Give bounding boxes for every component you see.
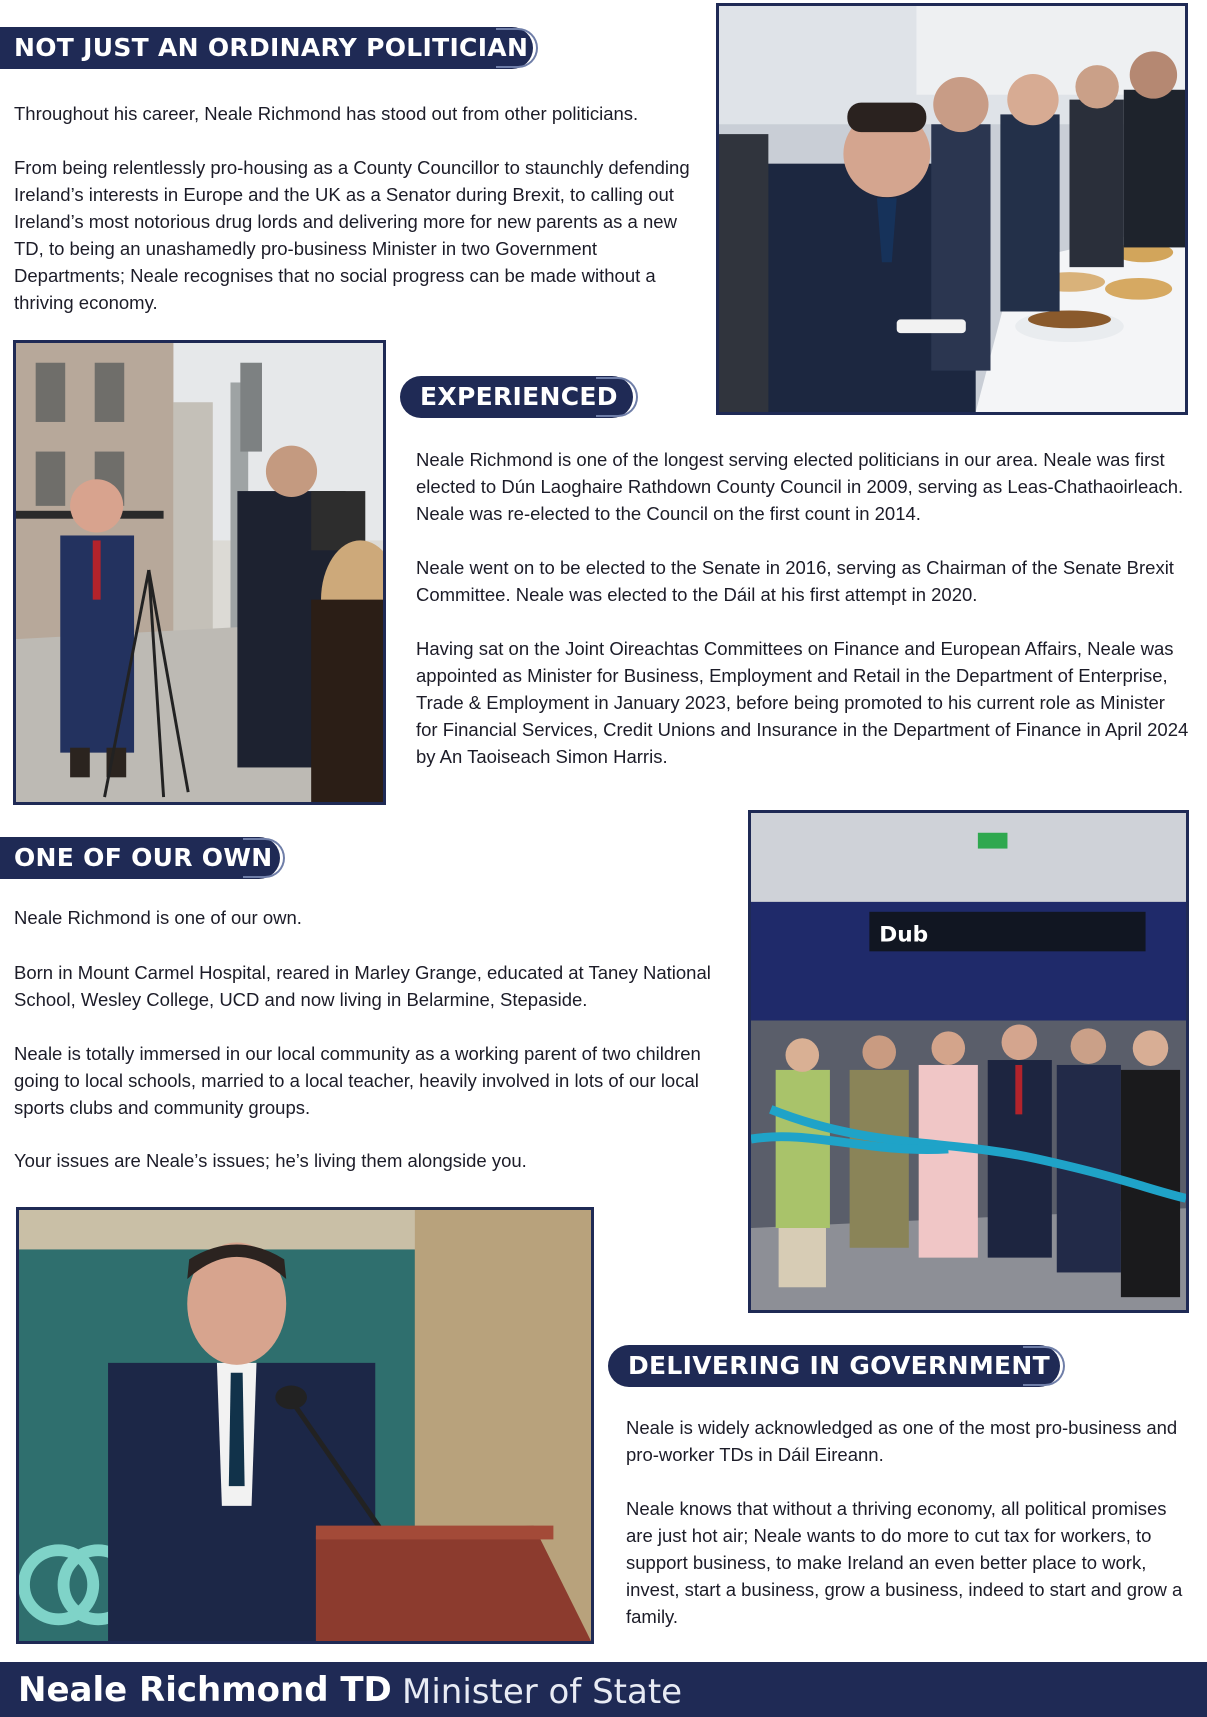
delivering-para-1: Neale is widely acknowledged as one of the most pro-business and pro-worker TDs in Dáil Eireann.: [626, 1417, 1178, 1465]
experienced-para-2: Neale went on to be elected to the Senate in 2016, serving as Chairman of the Senate Brexit Committee. Neale was elected to the Dáil at his first attempt in 2020.: [416, 557, 1174, 605]
own-para-2: Born in Mount Carmel Hospital, reared in Marley Grange, educated at Taney National School, Wesley College, UCD and now living in Belarmine, Stepaside.: [14, 962, 711, 1010]
street-interview-photo: [13, 340, 386, 805]
store-sign-text: Dub: [879, 922, 929, 948]
ordinary-para-1: Throughout his career, Neale Richmond has stood out from other politicians.: [14, 103, 639, 124]
heading-delivering-in-government: DELIVERING IN GOVERNMENT: [608, 1345, 1060, 1387]
ordinary-para-2: From being relentlessly pro-housing as a County Councillor to staunchly defending Ireland’s interests in Europe and the UK as a Senator during Brexit, to calling out Ireland’s most notorious drug lords and delivering more for new parents as a new TD, to being an unashamedly pro-business Minister in two Government Departments; Neale recognises that no social progress can be made without a thriving economy.: [14, 157, 690, 313]
heading-experienced: EXPERIENCED: [400, 376, 633, 418]
speaker-podium-photo: [16, 1207, 594, 1644]
heading-one-of-our-own: ONE OF OUR OWN: [0, 837, 280, 879]
heading-ordinary-politician: NOT JUST AN ORDINARY POLITICIAN: [0, 27, 533, 69]
footer-role: Minister of State: [402, 1672, 683, 1712]
experienced-para-3: Having sat on the Joint Oireachtas Committees on Finance and European Affairs, Neale was appointed as Minister for Business, Employment and Retail in the Department of Enterprise, Trade & Employment in January 2023, before being promoted to his current role as Minister for Financial Services, Credit Unions and Insurance in the Department of Finance in April 2024 by An Taoiseach Simon Harris.: [416, 638, 1189, 767]
delivering-para-2: Neale knows that without a thriving economy, all political promises are just hot air; Neale wants to do more to cut tax for workers, to support business, to make Ireland an even better place to work, invest, start a business, grow a business, indeed to start and grow a family.: [626, 1498, 1183, 1627]
footer-name: Neale Richmond TD: [18, 1670, 392, 1710]
own-para-4: Your issues are Neale’s issues; he’s living them alongside you.: [14, 1150, 527, 1171]
experienced-para-1: Neale Richmond is one of the longest serving elected politicians in our area. Neale was first elected to Dún Laoghaire Rathdown County Council in 2009, serving as Leas-Chathaoirleach. Neale was re-elected to the Council on the first count in 2014.: [416, 449, 1184, 524]
meeting-photo: [716, 3, 1188, 415]
footer-band: [0, 1662, 1207, 1717]
own-para-1: Neale Richmond is one of our own.: [14, 907, 302, 928]
ribbon-cutting-photo: [748, 810, 1189, 1313]
own-para-3: Neale is totally immersed in our local community as a working parent of two children going to local schools, married to a local teacher, heavily involved in lots of our local sports clubs and community groups.: [14, 1043, 701, 1118]
